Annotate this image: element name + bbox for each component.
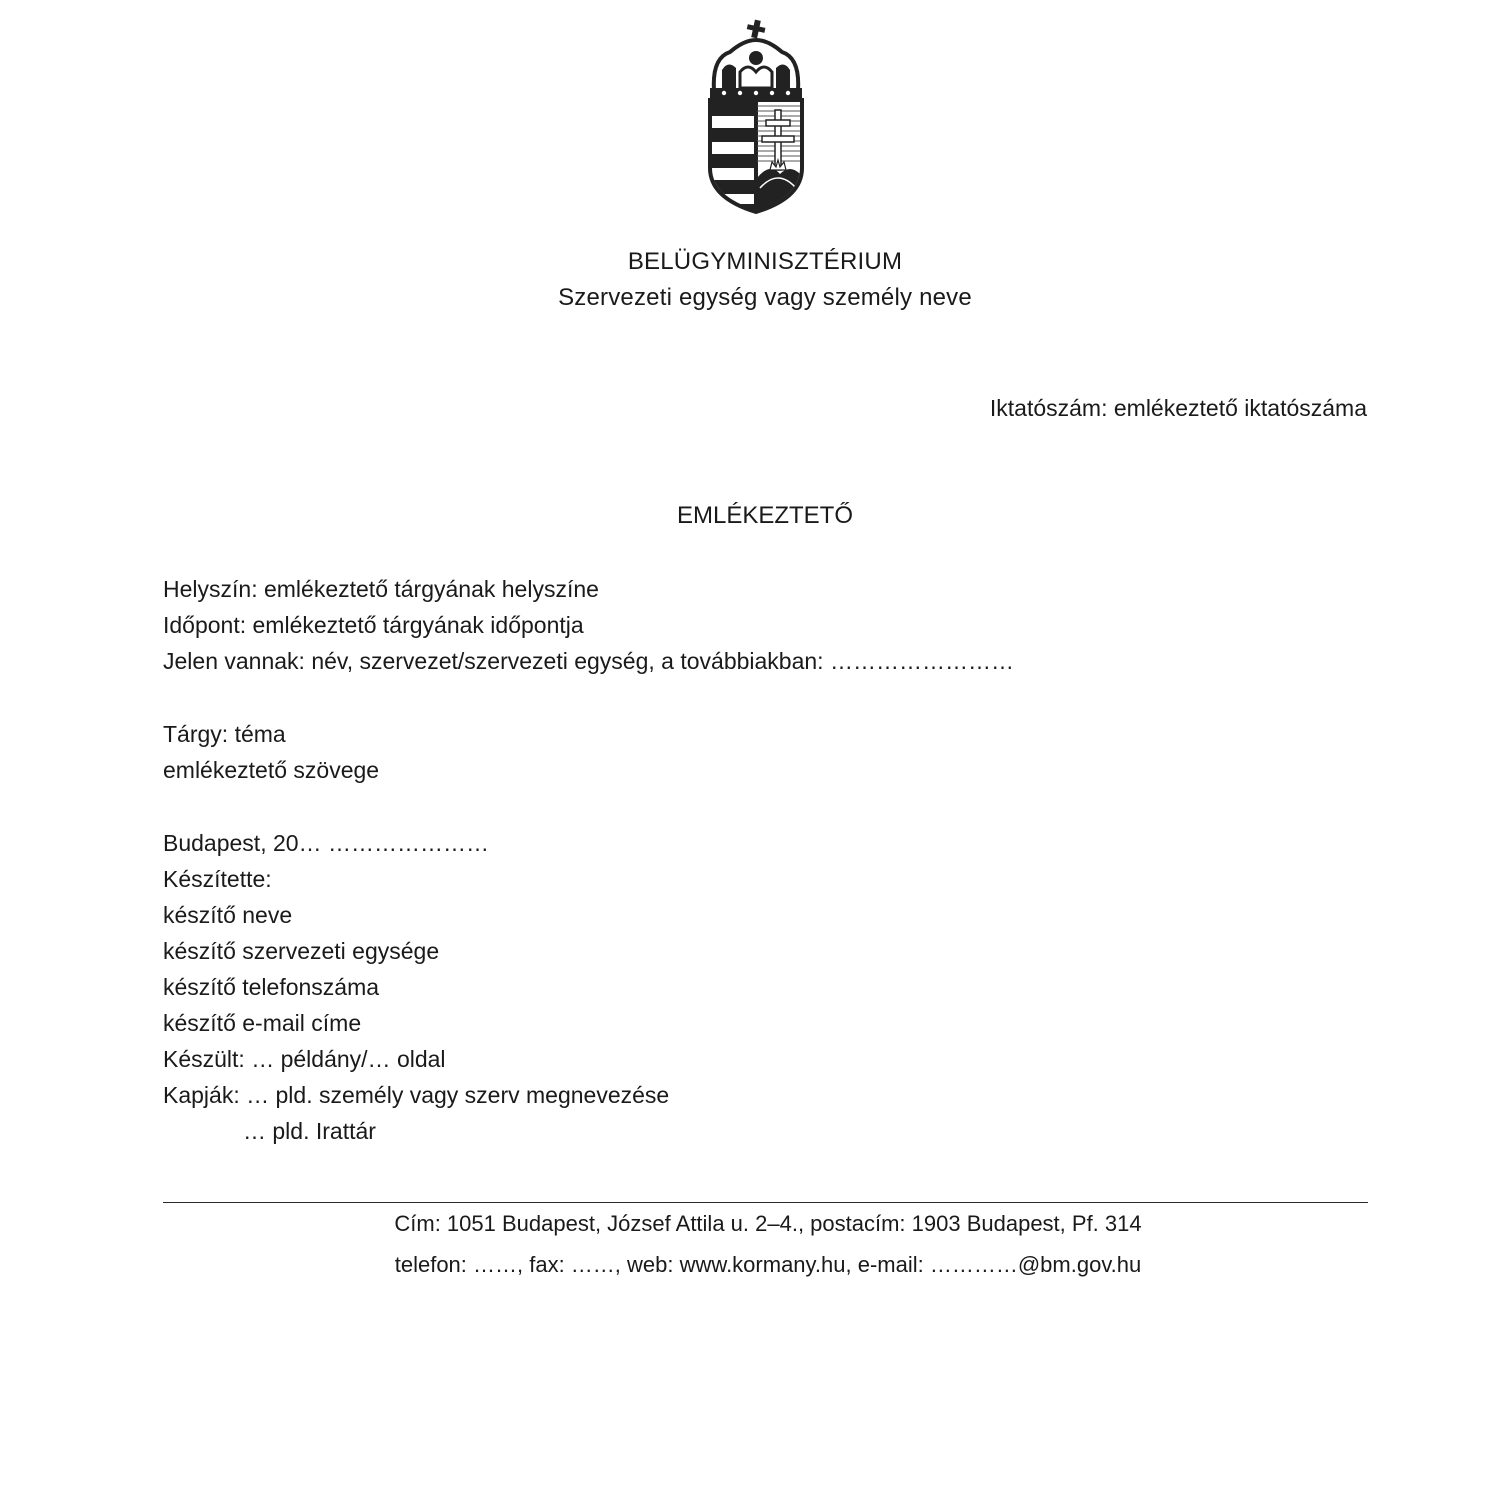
prepared-by-label: Készítette: xyxy=(163,866,272,892)
attendees-line: Jelen vannak: név, szervezet/szervezeti egység, a továbbiakban: …………………… xyxy=(163,648,1014,674)
footer-address: Cím: 1051 Budapest, József Attila u. 2–4., postacím: 1903 Budapest, Pf. 314 xyxy=(394,1211,1142,1236)
recipients-archive-line: … pld. Irattár xyxy=(243,1118,376,1144)
meeting-info xyxy=(163,571,1014,679)
subject-line: Tárgy: téma xyxy=(163,721,286,747)
coat-of-arms-icon xyxy=(700,18,812,214)
filing-number: Iktatószám: emlékeztető iktatószáma xyxy=(989,395,1367,421)
author-phone: készítő telefonszáma xyxy=(163,974,380,1000)
signature-section xyxy=(163,825,669,1149)
memo-text: emlékeztető szövege xyxy=(163,757,380,783)
author-unit: készítő szervezeti egysége xyxy=(163,938,440,964)
footer-divider xyxy=(163,1202,1368,1203)
organizational-unit-name: Szervezeti egység vagy személy neve xyxy=(558,284,972,311)
recipients-line: Kapják: … pld. személy vagy szerv megnevezése xyxy=(163,1082,670,1108)
author-name: készítő neve xyxy=(163,902,293,928)
document-title: EMLÉKEZTETŐ xyxy=(676,502,854,529)
place-date-line: Budapest, 20… ………………… xyxy=(163,830,489,856)
author-email: készítő e-mail címe xyxy=(163,1010,362,1036)
time-line: Időpont: emlékeztető tárgyának időpontja xyxy=(163,612,584,638)
footer-contact: telefon: ……, fax: ……, web: www.kormany.hu, e-mail: …………@bm.gov.hu xyxy=(394,1252,1142,1277)
location-line: Helyszín: emlékeztető tárgyának helyszíne xyxy=(163,576,599,602)
ministry-name: BELÜGYMINISZTÉRIUM xyxy=(627,248,903,275)
copies-line: Készült: … példány/… oldal xyxy=(163,1046,446,1072)
subject-section xyxy=(163,716,379,788)
